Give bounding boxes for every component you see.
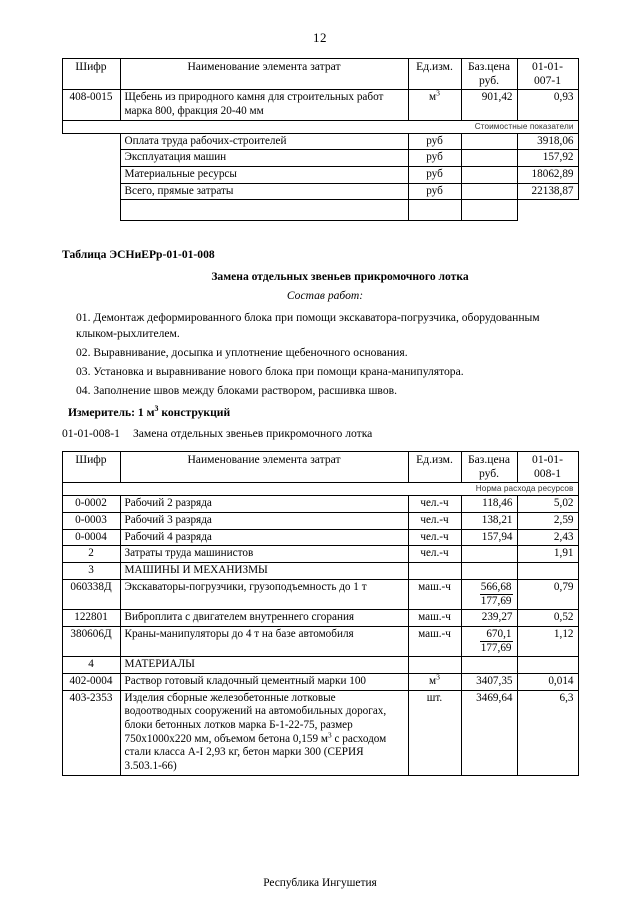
row-value: 22138,87	[517, 183, 578, 200]
row-value: 0,79	[517, 579, 578, 610]
row-price	[461, 150, 517, 167]
section-code: 3	[62, 562, 120, 579]
table-row	[62, 674, 578, 691]
table-filler-row	[62, 200, 578, 221]
measure-prefix: Измеритель: 1 м	[68, 406, 155, 420]
row-name: Краны-манипуляторы до 4 т на базе автомобиля	[120, 626, 408, 657]
row-unit: маш.-ч	[408, 626, 461, 657]
row-value: 0,93	[517, 90, 578, 120]
row-name: Всего, прямые затраты	[120, 183, 408, 200]
row-name: Рабочий 2 разряда	[120, 496, 408, 513]
measure-sup: 3	[154, 404, 159, 414]
row-value: 2,59	[517, 513, 578, 530]
row-value: 2,43	[517, 529, 578, 546]
row-price: 138,21	[461, 513, 517, 530]
page-footer: Республика Ингушетия	[263, 877, 377, 889]
table-row	[62, 90, 578, 120]
row-name: Раствор готовый кладочный цементный марки 100	[120, 674, 408, 691]
row-price	[461, 183, 517, 200]
header-price-line1: Баз.цена	[468, 60, 510, 73]
filler-cell	[408, 200, 461, 221]
price-fraction	[480, 628, 513, 655]
row-price: 157,94	[461, 529, 517, 546]
row-price: 118,46	[461, 496, 517, 513]
row-value: 1,91	[517, 546, 578, 563]
row-unit: руб	[408, 150, 461, 167]
row-code	[62, 150, 120, 167]
work-step: 02. Выравнивание, досыпка и уплотнение щебеночного основания.	[76, 346, 408, 360]
table-1-container	[0, 58, 640, 221]
filler-cell	[461, 200, 517, 221]
table-row	[62, 690, 578, 775]
row-price	[461, 166, 517, 183]
header-price-line1: Баз.цена	[468, 453, 510, 467]
section-header-row	[62, 657, 578, 674]
row-code	[62, 133, 120, 150]
filler-cell	[517, 200, 578, 221]
norm-code: 01-01-008-1	[62, 427, 120, 441]
section-label: Стоимостные показатели	[62, 120, 578, 133]
table-row	[62, 579, 578, 610]
row-unit-sup: 3	[436, 88, 440, 98]
section-price	[461, 562, 517, 579]
row-name: Затраты труда машинистов	[120, 546, 408, 563]
table-row	[62, 133, 578, 150]
row-name: Щебень из природного камня для строительных работ марка 800, фракция 20-40 мм	[120, 90, 408, 120]
row-name: Изделия сборные железобетонные лотковые водоотводных сооружений на автомобильных дорогах, блоки бетонных лотков марка Б-1-22-75, размер 750х1000х220 мм, объемом бетона 0,159 $м^3$ с расходом стали класса А-I 2,93 кг, бетон марки 300 (СЕРИЯ 3.503.1-66)	[120, 690, 408, 775]
header-code: Шифр	[62, 452, 120, 483]
row-value: 3918,06	[517, 133, 578, 150]
row-unit: руб	[408, 183, 461, 200]
section-code: 4	[62, 657, 120, 674]
row-name: Материальные ресурсы	[120, 166, 408, 183]
price-numerator: 566,68	[480, 580, 512, 593]
row-value: 18062,89	[517, 166, 578, 183]
row-code	[62, 166, 120, 183]
row-price	[461, 546, 517, 563]
header-value: 01-01-008-1	[517, 452, 578, 483]
row-code: 380606Д	[62, 626, 120, 657]
section-name: МАШИНЫ И МЕХАНИЗМЫ	[120, 562, 408, 579]
row-price: 239,27	[461, 610, 517, 627]
norm-code-line	[62, 426, 578, 442]
row-unit	[408, 674, 461, 691]
filler-cell	[62, 200, 120, 221]
header-code: Шифр	[62, 59, 120, 90]
resource-table-008	[62, 451, 579, 776]
table-header-row	[62, 59, 578, 90]
header-value: 01-01-007-1	[517, 59, 578, 90]
header-price-line2: руб.	[478, 74, 500, 88]
work-step: 04. Заполнение швов между блоками раствором, расшивка швов.	[76, 384, 397, 398]
header-price-line2: руб.	[478, 467, 500, 481]
row-unit-text: шт.	[426, 691, 443, 704]
row-unit-text: м	[429, 675, 437, 687]
row-value: 0,014	[517, 674, 578, 691]
row-code: 122801	[62, 610, 120, 627]
table-row	[62, 166, 578, 183]
norm-code-title: Замена отдельных звеньев прикромочного лотка	[132, 427, 373, 441]
price-denominator: 177,69	[480, 594, 512, 607]
work-step: 03. Установка и выравнивание нового блока при помощи крана-манипулятора.	[76, 365, 464, 379]
cost-table-007	[62, 58, 579, 221]
table-row	[62, 150, 578, 167]
row-code: 408-0015	[62, 90, 120, 120]
row-name: Виброплита с двигателем внутреннего сгорания	[120, 610, 408, 627]
row-name: Экскаваторы-погрузчики, грузоподъемность до 1 т	[120, 579, 408, 610]
section-label: Норма расхода ресурсов	[62, 483, 578, 496]
row-code: 2	[62, 546, 120, 563]
table-title: Замена отдельных звеньев прикромочного лотка	[211, 270, 469, 284]
table-row	[62, 513, 578, 530]
section-label-row	[62, 483, 578, 496]
row-code: 0-0002	[62, 496, 120, 513]
header-name: Наименование элемента затрат	[120, 452, 408, 483]
section-label-row	[62, 120, 578, 133]
section-value	[517, 562, 578, 579]
row-value: 0,52	[517, 610, 578, 627]
header-unit: Ед.изм.	[408, 59, 461, 90]
row-price: 3469,64	[461, 690, 517, 775]
filler-cell	[120, 200, 408, 221]
row-value: 1,12	[517, 626, 578, 657]
table-header-row	[62, 452, 578, 483]
price-fraction	[480, 581, 513, 608]
row-unit: маш.-ч	[408, 610, 461, 627]
table-row	[62, 610, 578, 627]
row-name: Рабочий 4 разряда	[120, 529, 408, 546]
row-name: Эксплуатация машин	[120, 150, 408, 167]
price-numerator: 670,1	[480, 628, 513, 642]
row-code: 403-2353	[62, 690, 120, 775]
header-name: Наименование элемента затрат	[120, 59, 408, 90]
row-code: 402-0004	[62, 674, 120, 691]
row-unit: чел.-ч	[408, 529, 461, 546]
row-price: 901,42	[461, 90, 517, 120]
header-unit: Ед.изм.	[408, 452, 461, 483]
row-value: 5,02	[517, 496, 578, 513]
table-label: Таблица ЭСНиЕРр-01-01-008	[62, 248, 215, 262]
row-price	[461, 579, 517, 610]
row-value: 6,3	[517, 690, 578, 775]
row-value: 157,92	[517, 150, 578, 167]
section-spacer	[0, 221, 640, 247]
section-name: МАТЕРИАЛЫ	[120, 657, 408, 674]
section-header-row	[62, 562, 578, 579]
row-unit: руб	[408, 166, 461, 183]
row-unit: маш.-ч	[408, 579, 461, 610]
row-code: 0-0003	[62, 513, 120, 530]
table-row	[62, 496, 578, 513]
row-unit	[408, 690, 461, 775]
composition-label: Состав работ:	[286, 289, 364, 303]
section-price	[461, 657, 517, 674]
row-code: 060338Д	[62, 579, 120, 610]
table-row	[62, 546, 578, 563]
row-unit	[408, 90, 461, 120]
work-step: 01. Демонтаж деформированного блока при помощи экскаватора-погрузчика, оборудованным клыком-рыхлителем.	[76, 311, 540, 341]
section-unit	[408, 562, 461, 579]
row-unit-sup: 3	[436, 672, 440, 682]
row-name: Оплата труда рабочих-строителей	[120, 133, 408, 150]
section-value	[517, 657, 578, 674]
table-row	[62, 529, 578, 546]
header-price	[461, 59, 517, 90]
row-name: Рабочий 3 разряда	[120, 513, 408, 530]
section-unit	[408, 657, 461, 674]
row-unit: чел.-ч	[408, 496, 461, 513]
table-row	[62, 626, 578, 657]
row-code	[62, 183, 120, 200]
row-unit: чел.-ч	[408, 546, 461, 563]
row-unit: чел.-ч	[408, 513, 461, 530]
price-denominator: 177,69	[480, 641, 512, 654]
row-price	[461, 133, 517, 150]
table-row	[62, 183, 578, 200]
row-code: 0-0004	[62, 529, 120, 546]
page-number: 12	[313, 30, 327, 45]
row-price	[461, 626, 517, 657]
row-unit: руб	[408, 133, 461, 150]
header-price	[461, 452, 517, 483]
measure-suffix: конструкций	[158, 406, 231, 420]
measure-unit-line	[68, 405, 578, 421]
row-unit-text: м	[429, 91, 437, 104]
row-price: 3407,35	[461, 674, 517, 691]
norm-description-block	[62, 247, 578, 442]
